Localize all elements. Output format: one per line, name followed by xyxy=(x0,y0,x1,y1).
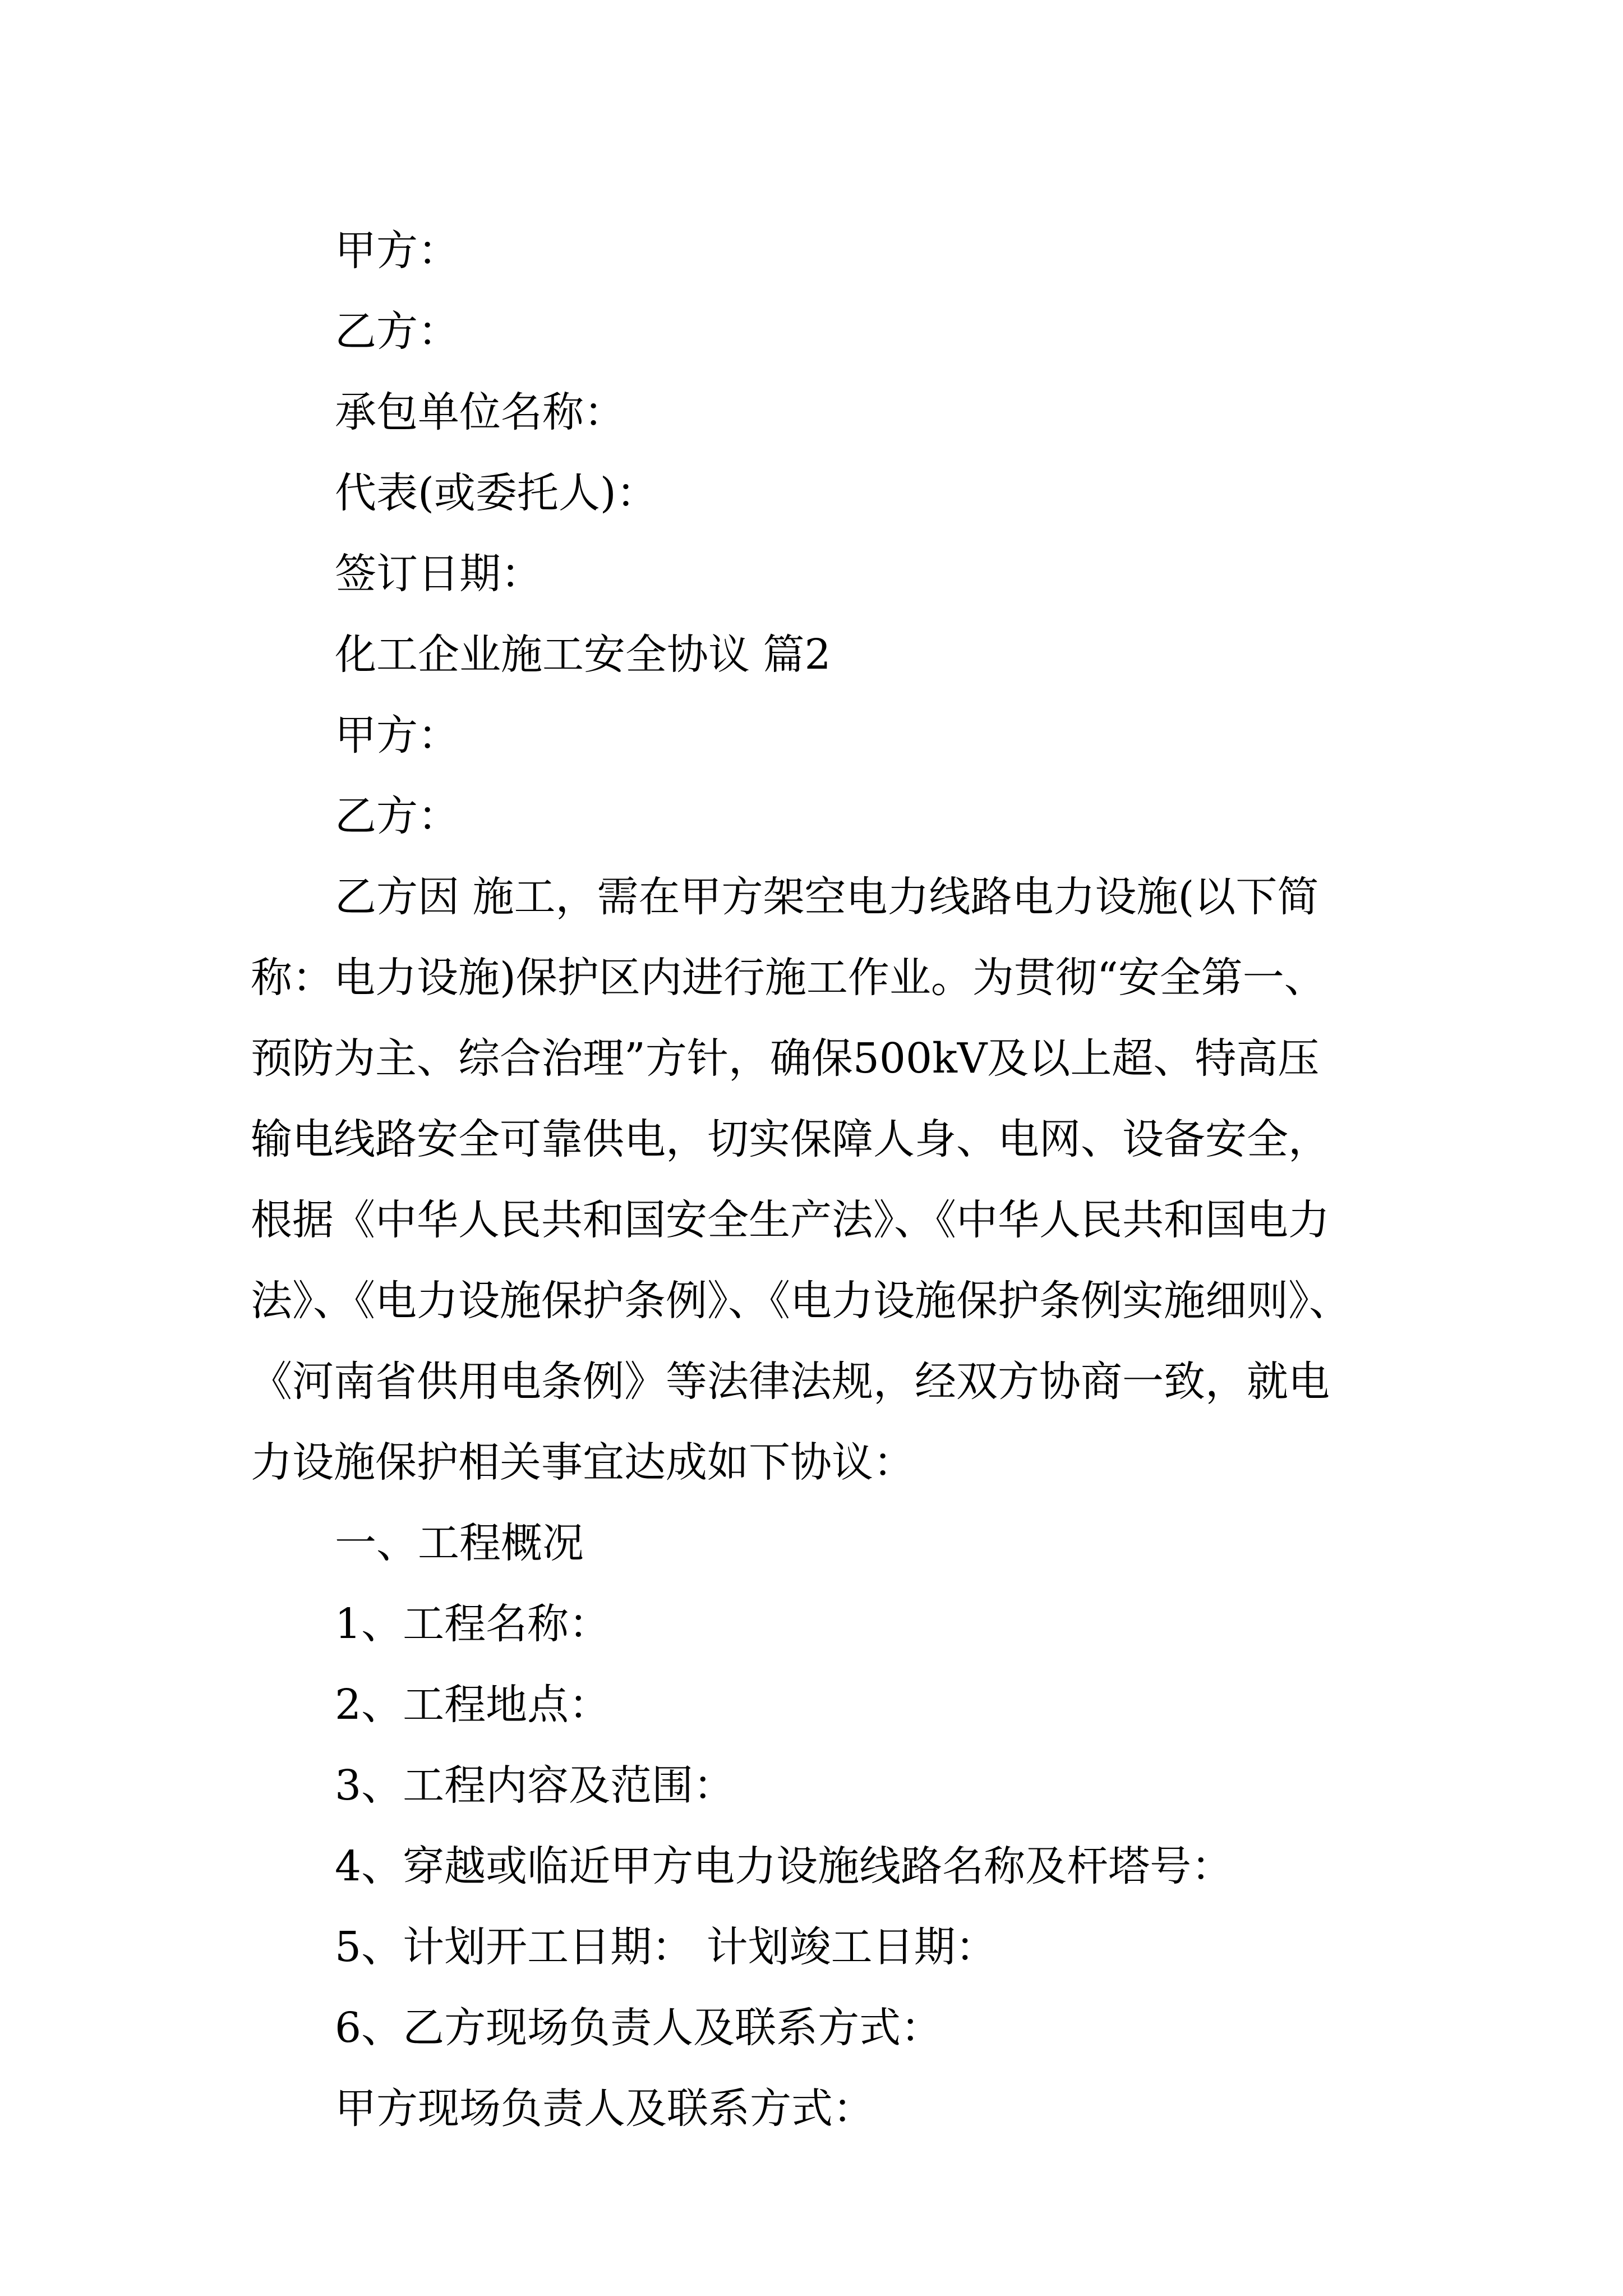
line-tower-item: 4、穿越或临近甲方电力设施线路名称及杆塔号： xyxy=(335,1842,1233,1890)
paragraph-line: 根据《中华人民共和国安全生产法》、《中华人民共和国电力 xyxy=(251,1196,1330,1244)
paragraph-line: 法》、《电力设施保护条例》、《电力设施保护条例实施细则》、 xyxy=(251,1277,1350,1325)
schedule-item: 5、计划开工日期： 计划竣工日期： xyxy=(335,1923,997,1971)
party-a-label: 甲方： xyxy=(335,227,459,275)
representative-label: 代表(或委托人)： xyxy=(335,469,658,517)
paragraph-line: 预防为主、综合治理”方针，确保500kV及以上超、特高压 xyxy=(251,1034,1320,1083)
document-body xyxy=(251,210,1428,2149)
project-scope-item: 3、工程内容及范围： xyxy=(335,1761,735,1810)
project-location-item: 2、工程地点： xyxy=(335,1681,611,1729)
party-b-contact-item: 6、乙方现场负责人及联系方式： xyxy=(335,2004,943,2052)
paragraph-line: 乙方因 施工，需在甲方架空电力线路电力设施(以下简 xyxy=(335,873,1319,921)
party-b-label: 乙方： xyxy=(335,307,459,356)
project-name-item: 1、工程名称： xyxy=(335,1600,611,1648)
signing-date-label: 签订日期： xyxy=(335,550,542,598)
party-b-label-2: 乙方： xyxy=(335,792,459,840)
contractor-name-label: 承包单位名称： xyxy=(335,388,625,436)
paragraph-line: 力设施保护相关事宜达成如下协议： xyxy=(251,1438,915,1487)
section-title: 化工企业施工安全协议 篇2 xyxy=(335,631,831,679)
party-a-label-2: 甲方： xyxy=(335,711,459,760)
paragraph-line: 输电线路安全可靠供电，切实保障人身、电网、设备安全， xyxy=(251,1115,1330,1163)
paragraph-line: 称：电力设施)保护区内进行施工作业。为贯彻“安全第一、 xyxy=(251,954,1326,1002)
paragraph-line: 《河南省供用电条例》等法律法规，经双方协商一致，就电 xyxy=(251,1358,1330,1406)
project-overview-heading: 一、工程概况 xyxy=(335,1519,584,1567)
party-a-contact-item: 甲方现场负责人及联系方式： xyxy=(335,2085,874,2133)
